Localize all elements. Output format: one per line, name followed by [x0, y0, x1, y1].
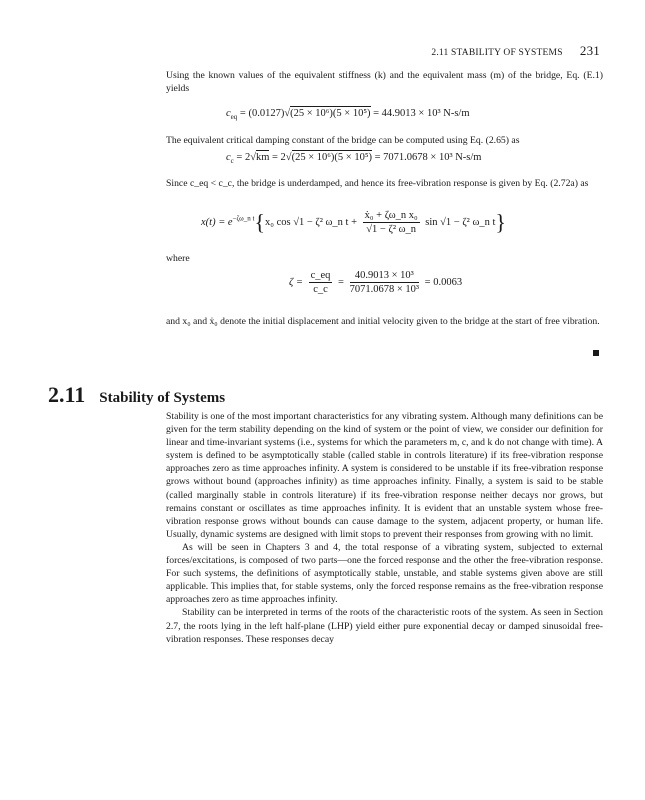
running-header-section: 2.11 STABILITY OF SYSTEMS [431, 48, 563, 58]
eq2-lhs: c [226, 152, 231, 163]
intro-text-4: and x₀ and ẋ₀ denote the initial displacement and initial velocity given to the bridge at the start of free vibration. [166, 316, 600, 327]
eq3-exponent: −ζω_n t [232, 214, 255, 223]
eq2-radicand-2: (25 × 10⁶)(5 × 10⁵) [291, 152, 372, 163]
eq2-radicand-1: km [255, 152, 270, 163]
intro-text-1: Using the known values of the equivalent stiffness (k) and the equivalent mass (m) of the bridge, Eq. (E.1) yields [166, 70, 603, 95]
eq3-term2: sin √1 − ζ² ω_n t [422, 216, 496, 228]
intro-paragraph-2 [166, 134, 603, 147]
intro-paragraph-4 [166, 315, 603, 328]
eq4-fraction-2 [350, 270, 419, 295]
equation-cc [226, 152, 481, 165]
eq3-close-brace: } [495, 209, 506, 235]
eq4-f2-numerator: 40.9013 × 10³ [350, 270, 419, 283]
eq3-denominator: √1 − ζ² ω_n [366, 224, 416, 235]
section-number: 2.11 [48, 382, 86, 407]
end-of-example-marker [593, 350, 599, 356]
intro-text-3: Since c_eq < c_c, the bridge is underdamped, and hence its free-vibration response is given by Eq. (2.72a) as [166, 178, 589, 189]
running-header [431, 43, 600, 59]
where-label [166, 252, 603, 265]
eq4-equals: = [335, 276, 347, 288]
intro-text-2: The equivalent critical damping constant of the bridge can be computed using Eq. (2.65) as [166, 135, 520, 146]
equation-response [201, 210, 506, 235]
where-text: where [166, 253, 190, 264]
eq3-fraction [363, 210, 420, 235]
intro-paragraph-3 [166, 177, 603, 190]
eq1-rhs: = 44.9013 × 10³ N-s/m [370, 108, 470, 119]
body-paragraph-2: As will be seen in Chapters 3 and 4, the total response of a vibrating system, subjected to external forces/excitations, is composed of two parts—one the forced response and the other the free-vibration response. For such systems, the definitions of asymptotically stable, unstable, and stable systems given above are still applicable. This implies that, for stable systems, only the forced response remains as the free-vibration response approaches zero as time approaches infinity. [166, 541, 603, 606]
eq3-numerator: ẋ₀ + ζω_n x₀ [364, 210, 418, 221]
eq1-radicand: (25 × 10⁶)(5 × 10⁵) [290, 108, 371, 119]
eq2-sub: c [230, 157, 234, 166]
eq1-lhs: c [226, 108, 231, 119]
eq3-lhs: x(t) = e [201, 216, 233, 228]
page-number: 231 [579, 43, 600, 58]
intro-paragraph-1 [166, 69, 603, 95]
eq2-mid: = 2√ [233, 152, 256, 163]
eq4-lhs: ζ = [289, 276, 306, 288]
eq2-mid2: = 2√ [269, 152, 292, 163]
body-paragraph-1: Stability is one of the most important characteristics for any vibrating system. Although many definitions can be given for the term stability depending on the kind of system or the point of view, we consider our definition for linear and time-invariant systems (i.e., systems for which the parameters m, c, and k do not change with time). A system is defined to be asymptotically stable (called stable in controls literature) if its free-vibration response approaches zero as time approaches infinity. A system is considered to be unstable if its free-vibration response grows without bound (approaches infinity) as time approaches infinity. Finally, a system is said to be stable (called marginally stable in controls literature) if its free-vibration response neither decays nor grows, but remains constant or oscillates as time approaches infinity. It is evident that an unstable system whose free-vibration response grows without bounds can cause damage to the system, adjacent property, or human life. Usually, dynamic systems are designed with limit stops to prevent their responses from growing with no limit. [166, 411, 603, 540]
eq4-fraction-1 [309, 270, 333, 295]
body-paragraph-3: Stability can be interpreted in terms of the roots of the characteristic roots of the system. As seen in Section 2.7, the roots lying in the left half-plane (LHP) yield either pure exponential decay or damped sinusoidal free-vibration responses. These responses decay [166, 607, 603, 645]
eq4-rhs: = 0.0063 [422, 276, 463, 288]
eq4-f1-numerator: c_eq [310, 270, 331, 281]
equation-ceq [226, 108, 470, 121]
equation-zeta [289, 270, 462, 295]
eq1-mid: = (0.0127)√ [237, 108, 291, 119]
section-title: Stability of Systems [99, 390, 226, 406]
eq4-f1-denominator: c_c [313, 284, 328, 295]
eq1-sub: eq [230, 113, 238, 122]
section-heading [48, 382, 225, 408]
eq2-rhs: = 7071.0678 × 10³ N-s/m [371, 152, 482, 163]
eq3-term1: x₀ cos √1 − ζ² ω_n t + [265, 216, 360, 228]
eq3-open-brace: { [254, 209, 266, 235]
section-body [166, 410, 603, 646]
eq4-f2-denominator: 7071.0678 × 10³ [349, 284, 420, 295]
